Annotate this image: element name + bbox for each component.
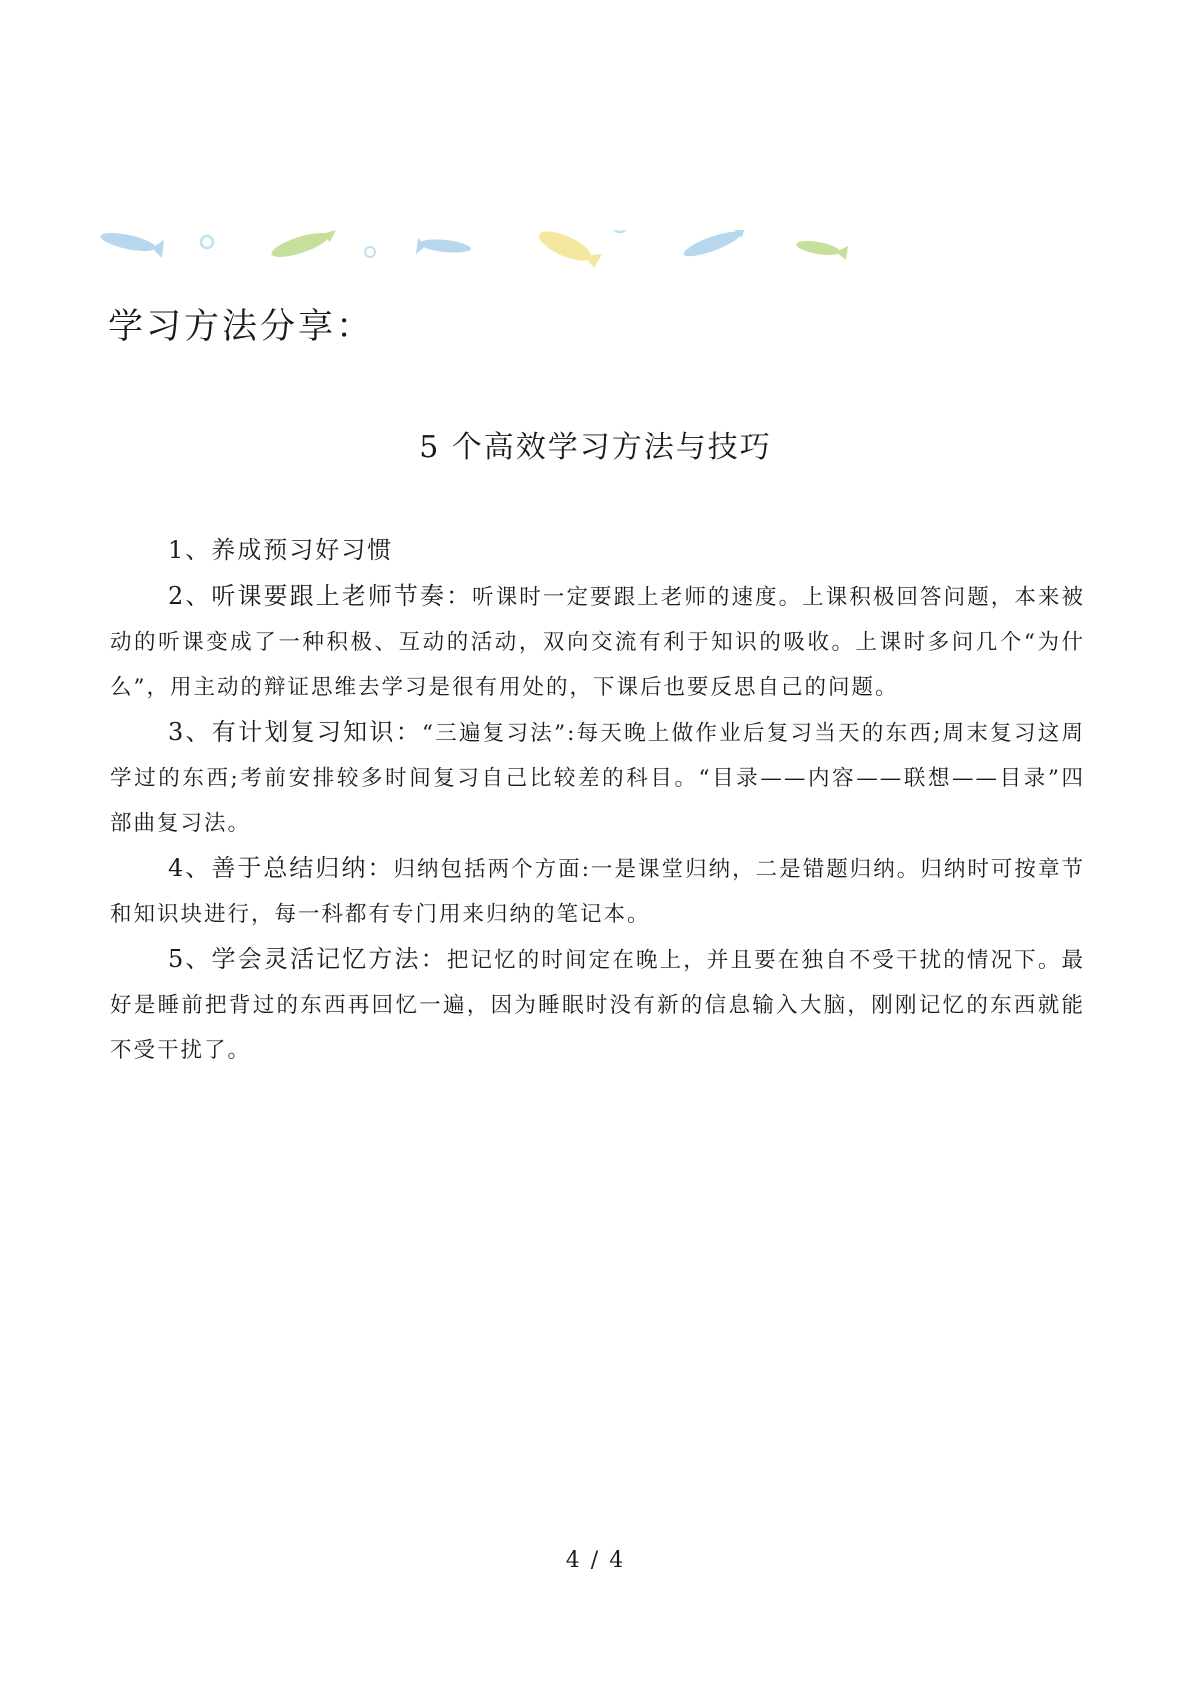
fish-icon-blue [100,230,164,258]
fish-icon-green [795,238,848,260]
item-body: 听课时一定要跟上老师的速度。上课积极回答问题，本来被动的听课变成了一种积极、互动的活动，双向交流有利于知识的吸收。上课时多问几个“为什么”，用主动的辩证思维去学习是很有用处的，下课后也要反思自己的问题。 [110,585,1085,700]
fish-icon-blue [681,230,746,261]
item-body: 归纳包括两个方面:一是课堂归纳，二是错题归纳。归纳时可按章节和知识块进行，每一科都有专门用来归纳的笔记本。 [110,857,1085,927]
list-item [110,528,1085,574]
fish-decoration-banner [100,230,920,290]
bubble-icon [201,236,213,248]
list-item [110,710,1085,846]
item-lead: 4、善于总结归纳： [168,854,394,882]
list-item [110,574,1085,710]
document-title: 5 个高效学习方法与技巧 [419,430,772,465]
item-body: 把记忆的时间定在晚上，并且要在独自不受干扰的情况下。最好是睡前把背过的东西再回忆一遍，因为睡眠时没有新的信息输入大脑，刚刚记忆的东西就能不受干扰了。 [110,948,1085,1063]
bubble-icon [613,230,627,232]
item-lead: 2、听课要跟上老师节奏： [168,582,473,610]
fish-icon-green [269,230,336,262]
list-item [110,846,1085,937]
section-heading: 学习方法分享： [108,307,375,347]
item-body: “三遍复习法”:每天晚上做作业后复习当天的东西;周末复习这周学过的东西;考前安排较多时间复习自己比较差的科目。“目录——内容——联想——目录”四部曲复习法。 [110,721,1085,836]
fish-icon-yellow [535,230,602,268]
item-lead: 1、养成预习好习惯 [168,536,394,564]
fish-icon-light-blue [416,237,471,254]
list-item [110,937,1085,1073]
bubble-icon [365,247,375,257]
document-body [110,528,1085,1073]
page-number: 4 / 4 [565,1548,626,1573]
item-lead: 5、学会灵活记忆方法： [168,945,447,973]
item-lead: 3、有计划复习知识： [168,718,422,746]
